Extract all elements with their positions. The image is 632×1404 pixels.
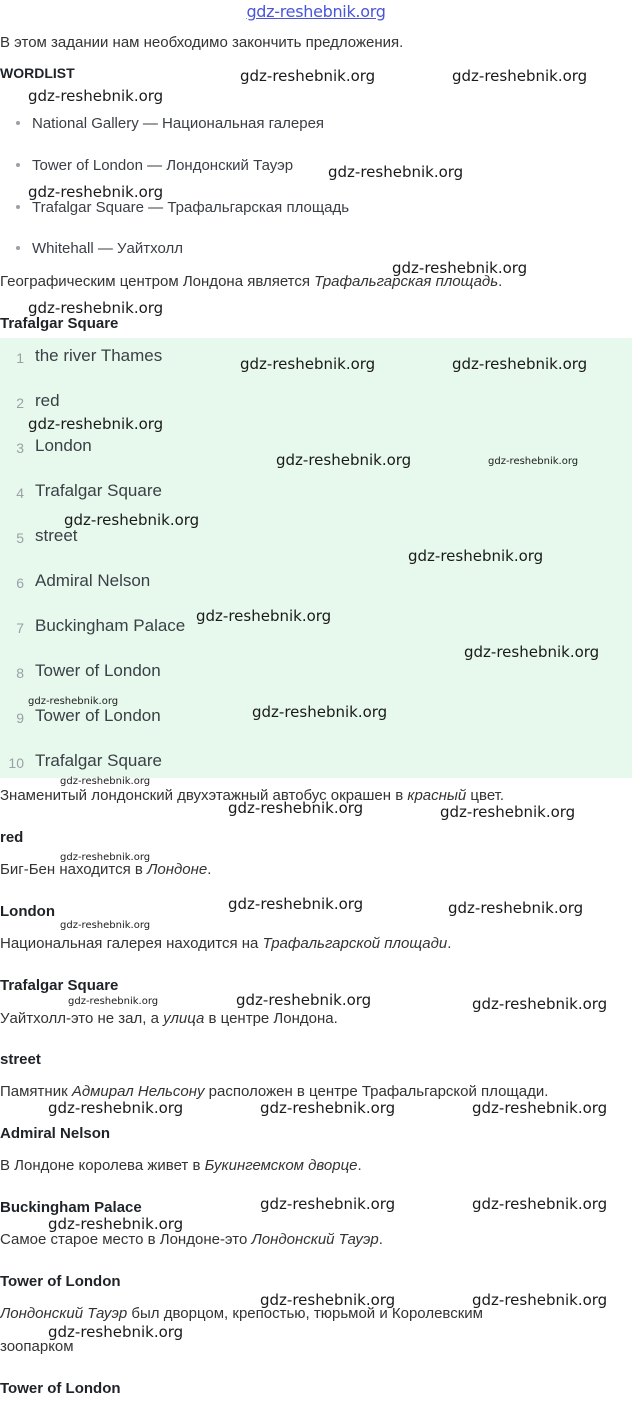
row-number: 7 xyxy=(16,620,24,636)
row-text: Admiral Nelson xyxy=(35,571,151,590)
watermark: gdz-reshebnik.org xyxy=(240,355,376,373)
row-number: 1 xyxy=(16,350,24,366)
question-text: Географическим центром Лондона является Трафальгарская площадь. xyxy=(0,273,503,290)
answer-text: Trafalgar Square xyxy=(0,315,119,332)
watermark: gdz-reshebnik.org xyxy=(240,67,376,85)
intro-text: В этом задании нам необходимо закончить предложения. xyxy=(0,34,404,51)
watermark: gdz-reshebnik.org xyxy=(472,995,608,1013)
wordlist-item: National Gallery — Национальная галерея xyxy=(16,115,324,132)
row-number: 10 xyxy=(8,755,24,771)
wordlist-item: Tower of London — Лондонский Тауэр xyxy=(16,157,293,174)
row-text: the river Thames xyxy=(35,346,163,365)
row-number: 8 xyxy=(16,665,24,681)
question-text: Лондонский Тауэр был дворцом, крепостью, тюрьмой и Королевским xyxy=(0,1305,483,1322)
watermark: gdz-reshebnik.org xyxy=(448,899,584,917)
row-text: street xyxy=(35,526,78,545)
row-number: 9 xyxy=(16,710,24,726)
bullet-icon xyxy=(16,246,20,250)
wordlist-item: Trafalgar Square — Трафальгарская площадь xyxy=(16,199,349,216)
watermark: gdz-reshebnik.org xyxy=(28,415,164,433)
answer-text: London xyxy=(0,903,55,920)
answer-text: street xyxy=(0,1051,41,1068)
watermark: gdz-reshebnik.org xyxy=(260,1195,396,1213)
watermark: gdz-reshebnik.org xyxy=(440,803,576,821)
watermark: gdz-reshebnik.org xyxy=(408,547,544,565)
watermark: gdz-reshebnik.org xyxy=(260,1291,396,1309)
answer-text: red xyxy=(0,829,24,846)
question-text: Знаменитый лондонский двухэтажный автобус окрашен в красный цвет. xyxy=(0,787,505,804)
row-number: 5 xyxy=(16,530,24,546)
answer-text: Tower of London xyxy=(0,1380,121,1397)
watermark: gdz-reshebnik.org xyxy=(452,355,588,373)
row-text: Trafalgar Square xyxy=(35,481,162,500)
question-text: Памятник Адмирал Нельсону расположен в центре Трафальгарской площади. xyxy=(0,1083,549,1100)
watermark: gdz-reshebnik.org xyxy=(472,1195,608,1213)
watermark: gdz-reshebnik.org xyxy=(328,163,464,181)
watermark: gdz-reshebnik.org xyxy=(28,299,164,317)
answer-text: Buckingham Palace xyxy=(0,1199,142,1216)
question-text: Уайтхолл-это не зал, а улица в центре Лондона. xyxy=(0,1010,338,1027)
watermark: gdz-reshebnik.org xyxy=(260,1099,396,1117)
answer-text: Trafalgar Square xyxy=(0,977,119,994)
watermark: gdz-reshebnik.org xyxy=(64,511,200,529)
watermark: gdz-reshebnik.org xyxy=(392,259,528,277)
watermark: gdz-reshebnik.org xyxy=(228,895,364,913)
watermark: gdz-reshebnik.org xyxy=(252,703,388,721)
watermark: gdz-reshebnik.org xyxy=(60,920,151,931)
row-text: Trafalgar Square xyxy=(35,751,162,770)
question-text: Национальная галерея находится на Трафальгарской площади. xyxy=(0,935,452,952)
watermark: gdz-reshebnik.org xyxy=(228,799,364,817)
row-text: Tower of London xyxy=(35,706,161,725)
row-number: 3 xyxy=(16,440,24,456)
watermark: gdz-reshebnik.org xyxy=(236,991,372,1009)
row-text: Tower of London xyxy=(35,661,161,680)
watermark: gdz-reshebnik.org xyxy=(28,696,119,707)
watermark: gdz-reshebnik.org xyxy=(28,87,164,105)
watermark: gdz-reshebnik.org xyxy=(28,183,164,201)
question-text: Самое старое место в Лондоне-это Лондонский Тауэр. xyxy=(0,1231,383,1248)
row-text: red xyxy=(35,391,60,410)
question-text-line2: зоопарком xyxy=(0,1338,74,1355)
row-number: 4 xyxy=(16,485,24,501)
row-text: Buckingham Palace xyxy=(35,616,186,635)
wordlist-title: WORDLIST xyxy=(0,65,75,81)
watermark: gdz-reshebnik.org xyxy=(48,1099,184,1117)
watermark: gdz-reshebnik.org xyxy=(196,607,332,625)
bullet-icon xyxy=(16,121,20,125)
answer-text: Tower of London xyxy=(0,1273,121,1290)
row-text: London xyxy=(35,436,92,455)
watermark: gdz-reshebnik.org xyxy=(60,852,151,863)
watermark: gdz-reshebnik.org xyxy=(60,776,151,787)
wordlist-item: Whitehall — Уайтхолл xyxy=(16,240,183,257)
question-text: В Лондоне королева живет в Букингемском дворце. xyxy=(0,1157,362,1174)
watermark: gdz-reshebnik.org xyxy=(464,643,600,661)
question-text: Биг-Бен находится в Лондоне. xyxy=(0,861,212,878)
watermark: gdz-reshebnik.org xyxy=(488,456,579,467)
watermark: gdz-reshebnik.org xyxy=(472,1099,608,1117)
watermark: gdz-reshebnik.org xyxy=(48,1323,184,1341)
watermark: gdz-reshebnik.org xyxy=(48,1215,184,1233)
row-number: 2 xyxy=(16,395,24,411)
row-number: 6 xyxy=(16,575,24,591)
watermark: gdz-reshebnik.org xyxy=(472,1291,608,1309)
watermark: gdz-reshebnik.org xyxy=(276,451,412,469)
bullet-icon xyxy=(16,205,20,209)
answer-text: Admiral Nelson xyxy=(0,1125,111,1142)
bullet-icon xyxy=(16,163,20,167)
watermark: gdz-reshebnik.org xyxy=(452,67,588,85)
watermark: gdz-reshebnik.org xyxy=(68,996,159,1007)
site-link[interactable]: gdz-reshebnik.org xyxy=(246,2,386,21)
